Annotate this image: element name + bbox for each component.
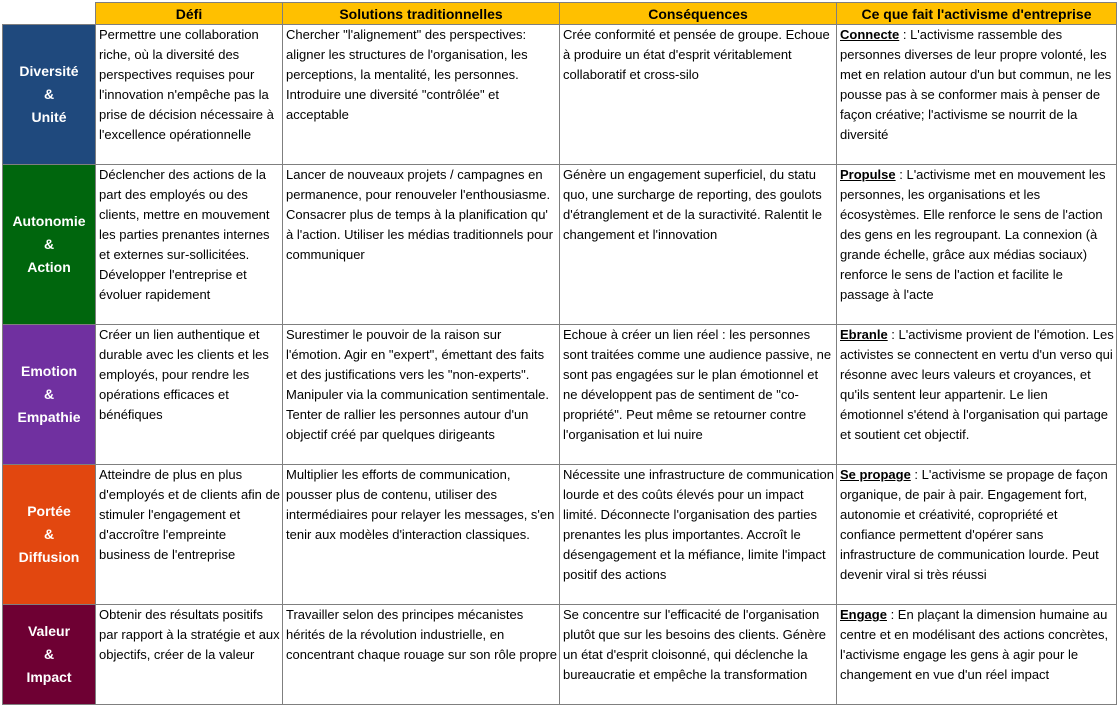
cell-solutions: Multiplier les efforts de communication, pousser plus de contenu, utiliser des intermédiaires pour relayer les messages, s'en tenir aux modèles d'interaction classiques. [283,465,560,605]
activisme-keyword: Se propage [840,467,911,482]
cell-activisme [837,165,1117,325]
cell-consequences: Crée conformité et pensée de groupe. Echoue à produire un état d'esprit véritablement collaboratif et cross-silo [560,25,837,165]
row-label-line: Valeur [27,623,71,639]
activisme-keyword: Propulse [840,167,896,182]
table-row [3,325,1117,465]
cell-defi: Atteindre de plus en plus d'employés et de clients afin de stimuler l'engagement et d'accroître l'empreinte business de l'entreprise [96,465,283,605]
row-label-emotion [3,325,96,465]
row-label-autonomie [3,165,96,325]
cell-defi: Déclencher des actions de la part des employés ou des clients, mettre en mouvement les parties prenantes internes et externes sur-sollicitées. Développer l'entreprise et évoluer rapidement [96,165,283,325]
header-solutions: Solutions traditionnelles [283,3,560,25]
row-label-line: Action [27,259,71,275]
row-label-line: & [43,646,55,662]
activisme-text: : L'activisme met en mouvement les personnes, les organisations et les écosystèmes. Elle renforce le sens de l'action des gens en les regroupant. La connexion (à grande échelle, grâce aux médias sociaux) renforce le sens de l'action et facilite le passage à l'acte [840,167,1106,302]
row-label-valeur [3,605,96,705]
row-label-portee [3,465,96,605]
cell-activisme [837,465,1117,605]
cell-defi: Obtenir des résultats positifs par rapport à la stratégie et aux objectifs, créer de la valeur [96,605,283,705]
cell-activisme [837,605,1117,705]
row-label-line: & [43,386,55,402]
row-label-line: Diffusion [18,549,80,565]
cell-consequences: Se concentre sur l'efficacité de l'organisation plutôt que sur les besoins des clients. Génère un état d'esprit cloisonné, qui déclenche la bureaucratie et empêche la transformation [560,605,837,705]
row-label-line: Portée [27,503,71,519]
cell-solutions: Travailler selon des principes mécanistes hérités de la révolution industrielle, en concentrant chaque rouage sur son rôle propre [283,605,560,705]
activisme-keyword: Ebranle [840,327,888,342]
header-defi: Défi [96,3,283,25]
cell-activisme [837,25,1117,165]
row-label-line: & [43,86,55,102]
row-label-line: Empathie [17,409,81,425]
cell-solutions: Chercher "l'alignement" des perspectives: aligner les structures de l'organisation, les perceptions, la mentalité, les personnes. Introduire une diversité "contrôlée" et acceptable [283,25,560,165]
row-label-line: & [43,236,55,252]
row-label-line: Diversité [19,63,79,79]
table-row [3,465,1117,605]
table-row [3,605,1117,705]
activisme-text: : L'activisme provient de l'émotion. Les activistes se connectent en vertu d'un verso qui résonne avec leurs valeurs et croyances, et qu'ils sentent leur appartenir. Le lien émotionnel s'étend à l'organisation qui partage et soutient cet objectif. [840,327,1114,442]
cell-defi: Créer un lien authentique et durable avec les clients et les employés, pour rendre les opérations efficaces et bénéfiques [96,325,283,465]
header-activisme: Ce que fait l'activisme d'entreprise [837,3,1117,25]
row-label-line: Autonomie [12,213,86,229]
cell-solutions: Lancer de nouveaux projets / campagnes en permanence, pour renouveler l'enthousiasme. Consacrer plus de temps à la planification qu' à l'action. Utiliser les médias traditionnels pour communiquer [283,165,560,325]
cell-solutions: Surestimer le pouvoir de la raison sur l'émotion. Agir en "expert", émettant des faits et des justifications vers les "non-experts". Manipuler via la communication sentimentale. Tenter de rallier les personnes autour d'un objectif créé par quelques dirigeants [283,325,560,465]
header-empty [3,3,96,25]
cell-activisme [837,325,1117,465]
row-label-line: Emotion [21,363,77,379]
activisme-text: : L'activisme se propage de façon organique, de pair à pair. Engagement fort, autonomie et créativité, copropriété et confiance permettent d'opérer sans infrastructure de communication lourde. Peut devenir viral si très réussi [840,467,1108,582]
cell-defi: Permettre une collaboration riche, où la diversité des perspectives requises pour l'innovation n'empêche pas la prise de décision nécessaire à l'excellence opérationnelle [96,25,283,165]
activisme-text: : En plaçant la dimension humaine au centre et en modélisant des actions concrètes, l'activisme engage les gens à agir pour le changement en vue d'un réel impact [840,607,1109,682]
row-label-line: Impact [26,669,72,685]
header-consequences: Conséquences [560,3,837,25]
table-row [3,25,1117,165]
row-label-diversite [3,25,96,165]
cell-consequences: Nécessite une infrastructure de communication lourde et des coûts élevés pour un impact limité. Déconnecte l'organisation des parties prenantes les plus importantes. Accroît le désengagement et la méfiance, limite l'impact positif des actions [560,465,837,605]
activisme-keyword: Connecte [840,27,900,42]
cell-consequences: Génère un engagement superficiel, du statu quo, une surcharge de reporting, des goulots d'étranglement et de la suractivité. Ralentit le changement et l'innovation [560,165,837,325]
activism-table [2,2,1117,705]
table-row [3,165,1117,325]
activisme-text: : L'activisme rassemble des personnes diverses de leur propre volonté, les met en relation autour d'un but commun, ne les pousse pas à se conformer mais à penser de façon créative; l'activisme se nourrit de la diversité [840,27,1112,142]
header-row [3,3,1117,25]
row-label-line: & [43,526,55,542]
row-label-line: Unité [31,109,67,125]
activisme-keyword: Engage [840,607,887,622]
cell-consequences: Echoue à créer un lien réel : les personnes sont traitées comme une audience passive, ne sont pas engagées sur le plan émotionnel et ne développent pas de sentiment de "co-propriété". Peut même se retourner contre l'organisation et lui nuire [560,325,837,465]
